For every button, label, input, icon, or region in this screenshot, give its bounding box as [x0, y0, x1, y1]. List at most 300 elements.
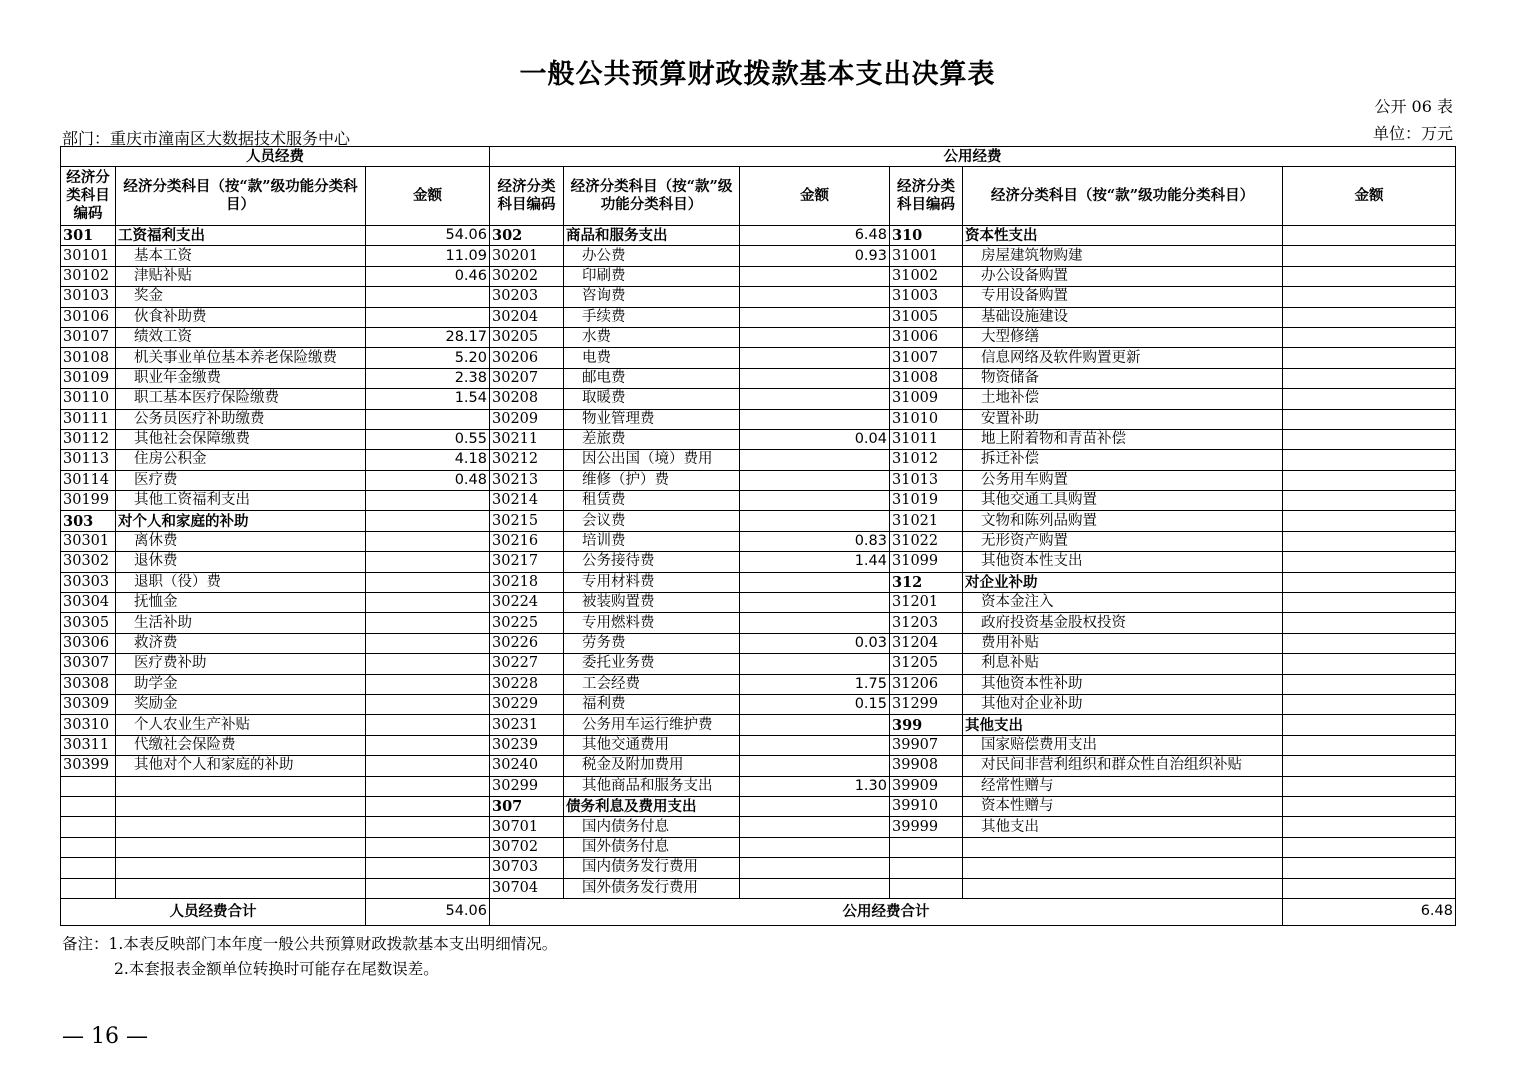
cell-amount: [366, 613, 490, 633]
cell-amount: [1283, 327, 1456, 347]
group-header-row: [61, 147, 1456, 167]
cell-amount: [1283, 756, 1456, 776]
cell-code: 399: [890, 715, 963, 735]
cell-name: 资本性支出: [963, 226, 1283, 246]
cell-name: 国内债务付息: [564, 817, 740, 837]
cell-code: 310: [890, 226, 963, 246]
cell-name: 其他社会保障缴费: [116, 429, 366, 449]
cell-code: 39909: [890, 776, 963, 796]
cell-amount: 0.93: [740, 246, 890, 266]
cell-name: 对民间非营利组织和群众性自治组织补贴: [963, 756, 1283, 776]
cell-amount: [740, 613, 890, 633]
cell-amount: [366, 511, 490, 531]
cell-name: 电费: [564, 348, 740, 368]
cell-name: 退休费: [116, 552, 366, 572]
cell-amount: [366, 633, 490, 653]
cell-name: 物资储备: [963, 368, 1283, 388]
cell-name: 办公费: [564, 246, 740, 266]
cell-name: 生活补助: [116, 613, 366, 633]
header-amount: 金额: [740, 167, 890, 226]
table-row: [61, 389, 1456, 409]
cell-amount: 11.09: [366, 246, 490, 266]
cell-name: 无形资产购置: [963, 531, 1283, 551]
cell-amount: [740, 450, 890, 470]
cell-code: 31008: [890, 368, 963, 388]
cell-amount: [1283, 287, 1456, 307]
cell-name: 税金及附加费用: [564, 756, 740, 776]
totals-row: [61, 898, 1456, 925]
cell-code: 302: [490, 226, 564, 246]
note-1: 备注：1.本表反映部门本年度一般公共预算财政拨款基本支出明细情况。: [62, 935, 558, 953]
cell-name: 绩效工资: [116, 327, 366, 347]
cell-code: 30205: [490, 327, 564, 347]
cell-code: 30299: [490, 776, 564, 796]
table-row: [61, 348, 1456, 368]
cell-amount: 1.30: [740, 776, 890, 796]
cell-amount: [1283, 266, 1456, 286]
cell-name: 助学金: [116, 674, 366, 694]
cell-name: 会议费: [564, 511, 740, 531]
header-amount: 金额: [1283, 167, 1456, 226]
cell-amount: [1283, 715, 1456, 735]
cell-code: 30701: [490, 817, 564, 837]
cell-code: [61, 817, 116, 837]
cell-name: 债务利息及费用支出: [564, 796, 740, 816]
cell-code: 30703: [490, 858, 564, 878]
cell-amount: [366, 796, 490, 816]
cell-code: 31011: [890, 429, 963, 449]
cell-name: 公务用车运行维护费: [564, 715, 740, 735]
cell-amount: [1283, 776, 1456, 796]
cell-code: 30113: [61, 450, 116, 470]
cell-name: [963, 878, 1283, 898]
cell-amount: [1283, 572, 1456, 592]
cell-amount: 0.48: [366, 470, 490, 490]
cell-code: 30107: [61, 327, 116, 347]
cell-code: 31007: [890, 348, 963, 368]
cell-name: 公务用车购置: [963, 470, 1283, 490]
cell-code: 31006: [890, 327, 963, 347]
cell-name: 租赁费: [564, 491, 740, 511]
cell-name: 福利费: [564, 694, 740, 714]
cell-name: 离休费: [116, 531, 366, 551]
cell-code: 30305: [61, 613, 116, 633]
cell-amount: [366, 715, 490, 735]
group-public: 公用经费: [490, 147, 1456, 167]
cell-amount: [740, 735, 890, 755]
table-row: [61, 633, 1456, 653]
cell-name: 信息网络及软件购置更新: [963, 348, 1283, 368]
cell-amount: [1283, 531, 1456, 551]
cell-name: 对企业补助: [963, 572, 1283, 592]
cell-name: 基本工资: [116, 246, 366, 266]
cell-amount: 0.46: [366, 266, 490, 286]
note-2: 2.本套报表金额单位转换时可能存在尾数误差。: [114, 960, 439, 978]
cell-code: [61, 837, 116, 857]
table-row: [61, 246, 1456, 266]
cell-code: [890, 858, 963, 878]
public-total-label: 公用经费合计: [490, 898, 1283, 925]
table-row: [61, 715, 1456, 735]
cell-code: 30702: [490, 837, 564, 857]
cell-code: 30309: [61, 694, 116, 714]
table-row: [61, 776, 1456, 796]
cell-name: 其他资本性支出: [963, 552, 1283, 572]
cell-code: 30228: [490, 674, 564, 694]
table-row: [61, 674, 1456, 694]
cell-amount: [366, 837, 490, 857]
cell-code: 30215: [490, 511, 564, 531]
cell-name: 津贴补贴: [116, 266, 366, 286]
cell-name: 住房公积金: [116, 450, 366, 470]
table-row: [61, 266, 1456, 286]
cell-amount: 54.06: [366, 226, 490, 246]
cell-amount: [366, 531, 490, 551]
cell-code: 301: [61, 226, 116, 246]
cell-code: 30209: [490, 409, 564, 429]
personnel-total-label: 人员经费合计: [61, 898, 366, 925]
cell-code: 30212: [490, 450, 564, 470]
cell-name: 大型修缮: [963, 327, 1283, 347]
cell-code: 31299: [890, 694, 963, 714]
cell-name: 对个人和家庭的补助: [116, 511, 366, 531]
cell-code: 30103: [61, 287, 116, 307]
cell-code: 39908: [890, 756, 963, 776]
cell-code: 307: [490, 796, 564, 816]
cell-name: 医疗费: [116, 470, 366, 490]
cell-name: 取暖费: [564, 389, 740, 409]
header-name: 经济分类科目（按“款”级功能分类科目）: [564, 167, 740, 226]
public-total-value: 6.48: [1283, 898, 1456, 925]
cell-code: 312: [890, 572, 963, 592]
cell-name: 机关事业单位基本养老保险缴费: [116, 348, 366, 368]
cell-amount: [1283, 307, 1456, 327]
table-row: [61, 226, 1456, 246]
table-row: [61, 470, 1456, 490]
table-row: [61, 552, 1456, 572]
cell-code: 30231: [490, 715, 564, 735]
cell-code: 30207: [490, 368, 564, 388]
table-row: [61, 654, 1456, 674]
cell-name: [116, 878, 366, 898]
cell-name: 资本性赠与: [963, 796, 1283, 816]
cell-code: 31022: [890, 531, 963, 551]
cell-amount: 4.18: [366, 450, 490, 470]
cell-code: 30111: [61, 409, 116, 429]
cell-code: 30208: [490, 389, 564, 409]
cell-code: [61, 776, 116, 796]
cell-name: 土地补偿: [963, 389, 1283, 409]
cell-name: 手续费: [564, 307, 740, 327]
cell-amount: [1283, 878, 1456, 898]
cell-amount: [740, 858, 890, 878]
cell-amount: [1283, 817, 1456, 837]
cell-name: [116, 837, 366, 857]
cell-amount: [1283, 348, 1456, 368]
page-number: — 16 —: [62, 1024, 148, 1049]
cell-amount: [740, 878, 890, 898]
cell-name: 医疗费补助: [116, 654, 366, 674]
cell-amount: [366, 287, 490, 307]
cell-amount: 28.17: [366, 327, 490, 347]
table-row: [61, 817, 1456, 837]
cell-amount: [1283, 409, 1456, 429]
cell-amount: [366, 409, 490, 429]
cell-name: 个人农业生产补贴: [116, 715, 366, 735]
cell-code: 30227: [490, 654, 564, 674]
table-row: [61, 307, 1456, 327]
cell-code: 30202: [490, 266, 564, 286]
cell-amount: [740, 593, 890, 613]
expenditure-table: [60, 146, 1456, 926]
cell-name: 专用设备购置: [963, 287, 1283, 307]
cell-code: 30109: [61, 368, 116, 388]
cell-name: 安置补助: [963, 409, 1283, 429]
cell-amount: [1283, 511, 1456, 531]
cell-name: 房屋建筑物购建: [963, 246, 1283, 266]
cell-amount: [366, 858, 490, 878]
cell-code: 30206: [490, 348, 564, 368]
cell-amount: 0.03: [740, 633, 890, 653]
cell-amount: [740, 572, 890, 592]
cell-code: 30306: [61, 633, 116, 653]
cell-code: 31009: [890, 389, 963, 409]
cell-name: 其他对企业补助: [963, 694, 1283, 714]
cell-amount: 6.48: [740, 226, 890, 246]
cell-amount: [740, 409, 890, 429]
cell-name: 其他工资福利支出: [116, 491, 366, 511]
cell-code: 30226: [490, 633, 564, 653]
cell-amount: 1.44: [740, 552, 890, 572]
cell-name: 奖励金: [116, 694, 366, 714]
cell-amount: [366, 735, 490, 755]
cell-name: 工资福利支出: [116, 226, 366, 246]
cell-code: 30211: [490, 429, 564, 449]
cell-name: 基础设施建设: [963, 307, 1283, 327]
cell-name: 地上附着物和青苗补偿: [963, 429, 1283, 449]
table-row: [61, 613, 1456, 633]
table-row: [61, 735, 1456, 755]
cell-amount: [366, 552, 490, 572]
cell-name: 资本金注入: [963, 593, 1283, 613]
cell-code: 30225: [490, 613, 564, 633]
cell-code: 30102: [61, 266, 116, 286]
table-row: [61, 593, 1456, 613]
cell-name: [116, 858, 366, 878]
cell-code: [890, 878, 963, 898]
header-name: 经济分类科目（按“款”级功能分类科目）: [963, 167, 1283, 226]
cell-amount: [740, 470, 890, 490]
cell-name: 其他交通工具购置: [963, 491, 1283, 511]
cell-code: 39910: [890, 796, 963, 816]
cell-name: 奖金: [116, 287, 366, 307]
cell-name: 救济费: [116, 633, 366, 653]
cell-amount: [1283, 389, 1456, 409]
cell-name: 公务接待费: [564, 552, 740, 572]
cell-name: 商品和服务支出: [564, 226, 740, 246]
cell-code: 31203: [890, 613, 963, 633]
cell-amount: [740, 796, 890, 816]
cell-amount: [366, 694, 490, 714]
cell-code: 30201: [490, 246, 564, 266]
cell-amount: [1283, 796, 1456, 816]
cell-name: 被装购置费: [564, 593, 740, 613]
cell-name: [963, 858, 1283, 878]
cell-name: 政府投资基金股权投资: [963, 613, 1283, 633]
cell-amount: [1283, 226, 1456, 246]
cell-amount: [1283, 246, 1456, 266]
cell-amount: [740, 491, 890, 511]
cell-code: 30213: [490, 470, 564, 490]
cell-amount: [1283, 674, 1456, 694]
cell-amount: 0.15: [740, 694, 890, 714]
form-number: 公开 06 表: [1374, 97, 1453, 116]
cell-amount: 1.54: [366, 389, 490, 409]
cell-amount: [366, 593, 490, 613]
cell-name: 工会经费: [564, 674, 740, 694]
cell-amount: [740, 368, 890, 388]
cell-name: 利息补贴: [963, 654, 1283, 674]
cell-amount: [366, 491, 490, 511]
cell-name: 国外债务付息: [564, 837, 740, 857]
table-row: [61, 796, 1456, 816]
cell-code: 303: [61, 511, 116, 531]
cell-code: 31010: [890, 409, 963, 429]
page-title: 一般公共预算财政拨款基本支出决算表: [519, 59, 996, 90]
cell-code: 31002: [890, 266, 963, 286]
cell-name: 拆迁补偿: [963, 450, 1283, 470]
cell-amount: [740, 654, 890, 674]
cell-name: 因公出国（境）费用: [564, 450, 740, 470]
cell-name: 邮电费: [564, 368, 740, 388]
cell-name: 差旅费: [564, 429, 740, 449]
cell-name: 经常性赠与: [963, 776, 1283, 796]
cell-code: [890, 837, 963, 857]
cell-name: 培训费: [564, 531, 740, 551]
table-row: [61, 531, 1456, 551]
table-row: [61, 694, 1456, 714]
cell-name: 职业年金缴费: [116, 368, 366, 388]
cell-code: 31001: [890, 246, 963, 266]
cell-name: 文物和陈列品购置: [963, 511, 1283, 531]
cell-name: 其他交通费用: [564, 735, 740, 755]
personnel-total-value: 54.06: [366, 898, 490, 925]
cell-amount: [366, 307, 490, 327]
cell-code: 30224: [490, 593, 564, 613]
cell-amount: [1283, 654, 1456, 674]
cell-amount: 1.75: [740, 674, 890, 694]
cell-name: 其他支出: [963, 817, 1283, 837]
cell-name: 其他对个人和家庭的补助: [116, 756, 366, 776]
table-row: [61, 756, 1456, 776]
cell-name: 物业管理费: [564, 409, 740, 429]
cell-amount: [366, 776, 490, 796]
cell-name: 职工基本医疗保险缴费: [116, 389, 366, 409]
cell-name: 代缴社会保险费: [116, 735, 366, 755]
cell-amount: [366, 817, 490, 837]
cell-name: [116, 796, 366, 816]
cell-code: 31003: [890, 287, 963, 307]
cell-code: [61, 858, 116, 878]
column-header-row: [61, 167, 1456, 226]
cell-amount: [740, 756, 890, 776]
cell-code: 31013: [890, 470, 963, 490]
cell-amount: [1283, 552, 1456, 572]
cell-code: 30217: [490, 552, 564, 572]
cell-amount: [740, 348, 890, 368]
header-amount: 金额: [366, 167, 490, 226]
cell-code: 30704: [490, 878, 564, 898]
cell-code: 30240: [490, 756, 564, 776]
cell-amount: [1283, 694, 1456, 714]
cell-amount: [1283, 613, 1456, 633]
cell-code: [61, 878, 116, 898]
header-code: 经济分类科目编码: [61, 167, 116, 226]
header-code: 经济分类科目编码: [490, 167, 564, 226]
cell-amount: 0.04: [740, 429, 890, 449]
cell-amount: [740, 715, 890, 735]
cell-code: 30229: [490, 694, 564, 714]
cell-name: 国家赔偿费用支出: [963, 735, 1283, 755]
cell-code: 31005: [890, 307, 963, 327]
cell-name: 抚恤金: [116, 593, 366, 613]
cell-code: 31019: [890, 491, 963, 511]
cell-name: [116, 776, 366, 796]
cell-name: 公务员医疗补助缴费: [116, 409, 366, 429]
cell-code: 31205: [890, 654, 963, 674]
cell-name: 办公设备购置: [963, 266, 1283, 286]
cell-name: [116, 817, 366, 837]
cell-amount: [1283, 735, 1456, 755]
cell-amount: [740, 511, 890, 531]
cell-amount: [740, 327, 890, 347]
cell-code: 30399: [61, 756, 116, 776]
cell-code: 31201: [890, 593, 963, 613]
cell-code: 30307: [61, 654, 116, 674]
cell-name: 印刷费: [564, 266, 740, 286]
cell-code: 30114: [61, 470, 116, 490]
cell-code: 30304: [61, 593, 116, 613]
cell-amount: [366, 654, 490, 674]
cell-code: 30303: [61, 572, 116, 592]
cell-amount: 0.83: [740, 531, 890, 551]
cell-name: 伙食补助费: [116, 307, 366, 327]
cell-amount: [740, 307, 890, 327]
table-row: [61, 878, 1456, 898]
cell-code: 30311: [61, 735, 116, 755]
cell-name: [963, 837, 1283, 857]
header-code: 经济分类科目编码: [890, 167, 963, 226]
cell-code: 30110: [61, 389, 116, 409]
cell-code: 30101: [61, 246, 116, 266]
cell-code: 30214: [490, 491, 564, 511]
cell-amount: 0.55: [366, 429, 490, 449]
table-row: [61, 572, 1456, 592]
cell-code: [61, 796, 116, 816]
table-row: [61, 429, 1456, 449]
cell-name: 国外债务发行费用: [564, 878, 740, 898]
cell-amount: [1283, 429, 1456, 449]
cell-code: 31206: [890, 674, 963, 694]
cell-amount: 2.38: [366, 368, 490, 388]
cell-code: 30302: [61, 552, 116, 572]
cell-name: 专用燃料费: [564, 613, 740, 633]
table-row: [61, 511, 1456, 531]
cell-code: 30108: [61, 348, 116, 368]
cell-name: 其他支出: [963, 715, 1283, 735]
cell-code: 30301: [61, 531, 116, 551]
table-row: [61, 837, 1456, 857]
